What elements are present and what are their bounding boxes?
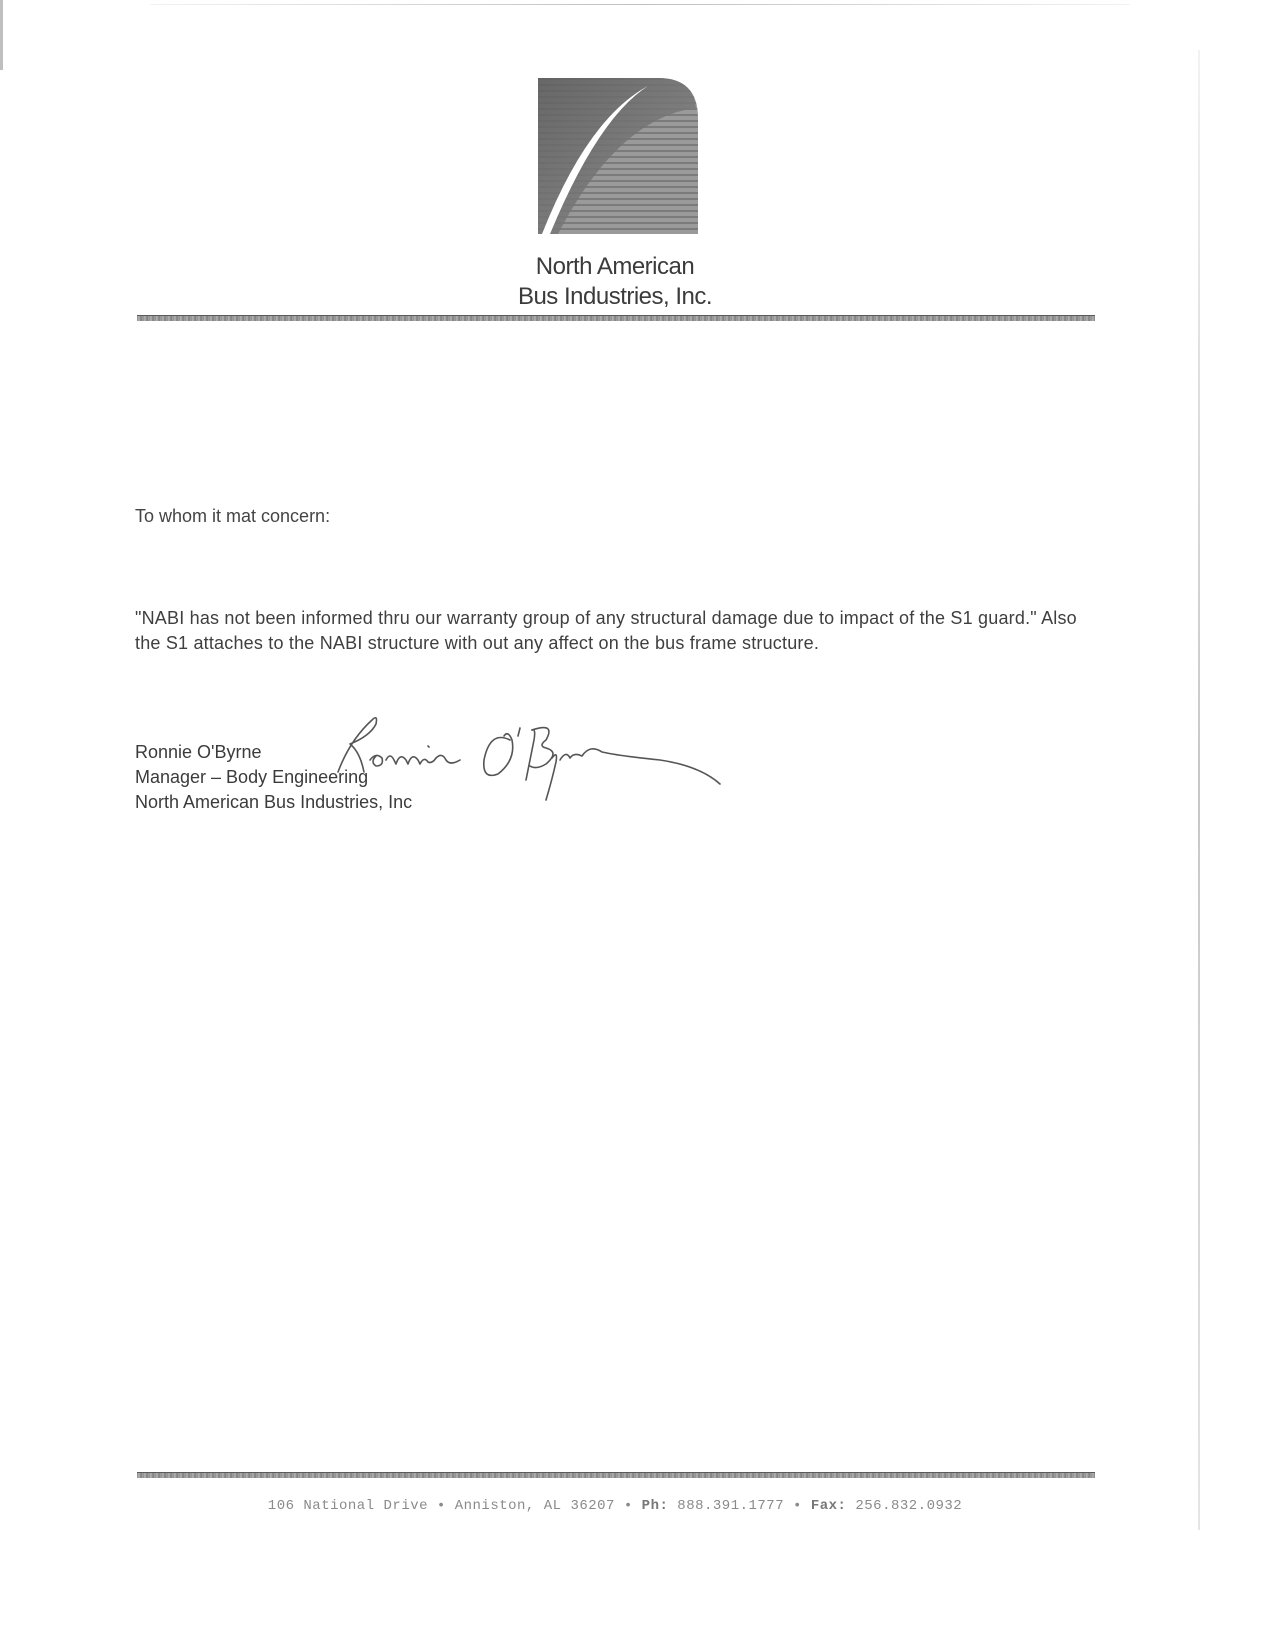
salutation: To whom it mat concern: [135,506,331,526]
scan-artifact-left [0,0,3,70]
letterhead-rule [137,315,1095,321]
footer-rule [137,1472,1095,1478]
company-name-line2: Bus Industries, Inc. [517,283,713,310]
handwritten-signature [320,700,760,810]
company-name-line1: North American [535,253,695,280]
footer-separator: • [623,1498,633,1514]
signer-name: Ronnie O'Byrne [135,742,262,762]
scan-artifact-top [150,4,1130,5]
footer-street: 106 National Drive • Anniston, AL 36207 [267,1498,615,1514]
footer-address [0,1498,1230,1514]
footer-phone-label: Ph: [641,1498,669,1514]
signer-title: Manager – Body Engineering [135,767,369,787]
nabi-logo [538,78,698,234]
footer-phone: 888.391.1777 [677,1498,785,1514]
footer-separator: • [793,1498,802,1514]
signer-company: North American Bus Industries, Inc [135,792,413,812]
letter-body: "NABI has not been informed thru our warranty group of any structural damage due to impact of the S1 guard." Also the S1 attaches to the NABI structure with out any affect on the bus frame structure. [135,608,1077,653]
footer-fax-label: Fax: [810,1498,847,1514]
footer-fax: 256.832.0932 [855,1498,963,1514]
